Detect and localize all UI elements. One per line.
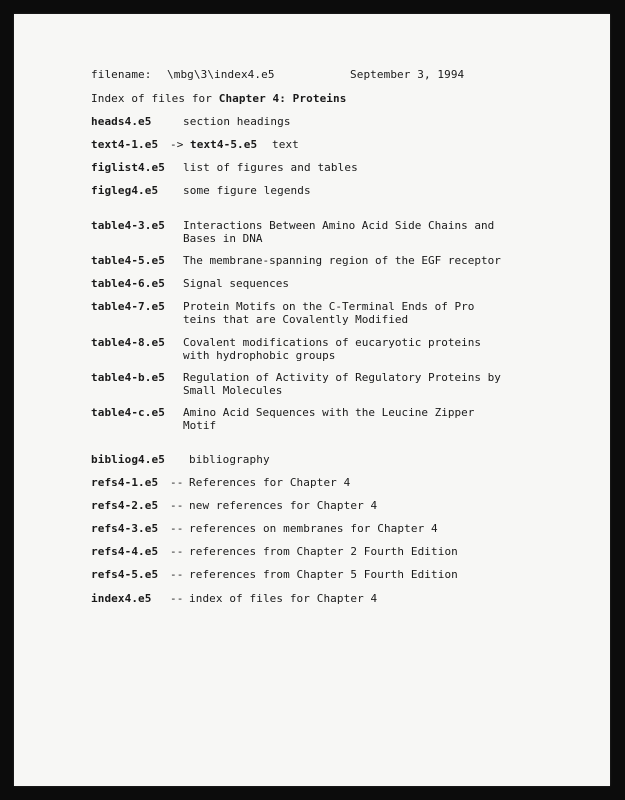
ref-file: refs4-2.e5: [91, 499, 159, 512]
entry-desc: list of figures and tables: [183, 161, 358, 174]
entry-file: figleg4.e5: [91, 184, 159, 197]
entry-file: figlist4.e5: [91, 161, 165, 174]
table-desc-line2: Small Molecules: [183, 384, 283, 397]
ref-desc: references from Chapter 2 Fourth Edition: [189, 545, 458, 558]
table-desc-line2: Motif: [183, 419, 217, 432]
ref-file: refs4-3.e5: [91, 522, 159, 535]
ref-desc: references on membranes for Chapter 4: [189, 522, 438, 535]
ref-separator: --: [170, 592, 184, 605]
ref-separator: --: [170, 545, 184, 558]
ref-separator: --: [170, 476, 184, 489]
filename-label: filename:: [91, 68, 152, 81]
arrow: ->: [170, 138, 184, 151]
table-file: table4-6.e5: [91, 277, 165, 290]
table-desc-line1: The membrane-spanning region of the EGF receptor: [183, 254, 501, 267]
ref-desc: new references for Chapter 4: [189, 499, 378, 512]
entry-file: heads4.e5: [91, 115, 152, 128]
table-desc-line1: Regulation of Activity of Regulatory Proteins by: [183, 371, 501, 384]
ref-desc: bibliography: [189, 453, 270, 466]
ref-file: refs4-1.e5: [91, 476, 159, 489]
ref-separator: --: [170, 522, 184, 535]
ref-desc: index of files for Chapter 4: [189, 592, 378, 605]
ref-separator: --: [170, 499, 184, 512]
filename-value: \mbg\3\index4.e5: [167, 68, 275, 81]
ref-desc: References for Chapter 4: [189, 476, 351, 489]
table-desc-line1: Interactions Between Amino Acid Side Chains and: [183, 219, 495, 232]
ref-file: refs4-5.e5: [91, 568, 159, 581]
table-desc-line1: Protein Motifs on the C-Terminal Ends of Pro: [183, 300, 475, 313]
ref-desc: references from Chapter 5 Fourth Edition: [189, 568, 458, 581]
table-desc-line1: Signal sequences: [183, 277, 289, 290]
table-file: table4-c.e5: [91, 406, 165, 419]
table-desc-line2: Bases in DNA: [183, 232, 263, 245]
table-file: table4-b.e5: [91, 371, 165, 384]
ref-file: bibliog4.e5: [91, 453, 165, 466]
document-page: [14, 14, 610, 786]
table-file: table4-3.e5: [91, 219, 165, 232]
chapter-title: Chapter 4: Proteins: [218, 92, 347, 105]
ref-file: index4.e5: [91, 592, 152, 605]
entry-desc: text: [272, 138, 299, 151]
index-title: [91, 92, 346, 105]
ref-separator: --: [170, 568, 184, 581]
table-file: table4-7.e5: [91, 300, 165, 313]
table-file: table4-8.e5: [91, 336, 165, 349]
table-desc-line1: Amino Acid Sequences with the Leucine Zipper: [183, 406, 475, 419]
entry-file: text4-1.e5: [91, 138, 159, 151]
table-desc-line2: teins that are Covalently Modified: [183, 313, 409, 326]
document-date: September 3, 1994: [350, 68, 465, 81]
entry-desc: some figure legends: [183, 184, 311, 197]
index-title-prefix: Index of files for: [91, 92, 219, 105]
table-desc-line1: Covalent modifications of eucaryotic proteins: [183, 336, 482, 349]
ref-file: refs4-4.e5: [91, 545, 159, 558]
entry-file: text4-5.e5: [190, 138, 258, 151]
entry-desc: section headings: [183, 115, 291, 128]
table-desc-line2: with hydrophobic groups: [183, 349, 336, 362]
table-file: table4-5.e5: [91, 254, 165, 267]
